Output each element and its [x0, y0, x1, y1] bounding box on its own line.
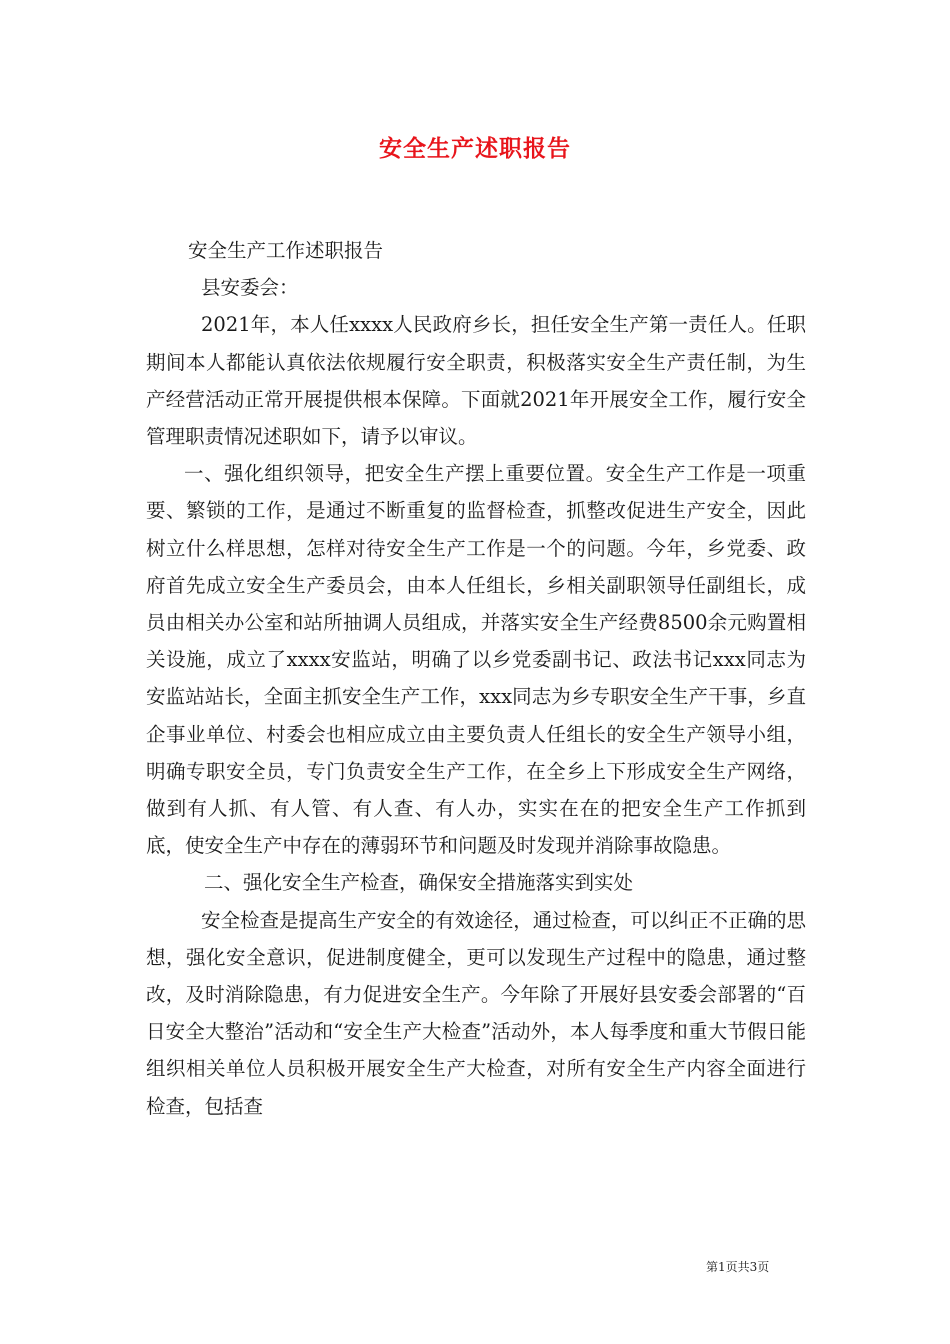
document-body	[146, 232, 806, 1125]
salutation: 县安委会：	[201, 276, 299, 300]
paragraph-section-two: 安全检查是提高生产安全的有效途径，通过检查，可以纠正不正确的思想，强化安全意识，促进制度健全，更可以发现生产过程中的隐患，通过整改，及时消除隐患，有力促进安全生产。今年除了开展好县安委会部署的“百日安全大整治”活动和“安全生产大检查”活动外，本人每季度和重大节假日能组织相关单位人员积极开展安全生产大检查，对所有安全生产内容全面进行检查，包括查	[146, 908, 806, 1118]
document-title: 安全生产述职报告	[379, 135, 571, 162]
section-two-heading: 二、强化安全生产检查，确保安全措施落实到实处	[204, 871, 634, 895]
report-subtitle: 安全生产工作述职报告	[188, 239, 384, 262]
paragraph-intro: 2021年，本人任xxxx人民政府乡长，担任安全生产第一责任人。任职期间本人都能认真依法依规履行安全职责，积极落实安全生产责任制，为生产经营活动正常开展提供根本保障。下面就2021年开展安全工作，履行安全管理职责情况述职如下，请予以审议。	[146, 313, 806, 449]
paragraph-section-one: 一、强化组织领导，把安全生产摆上重要位置。安全生产工作是一项重要、繁锁的工作，是通过不断重复的监督检查，抓整改促进生产安全，因此树立什么样思想，怎样对待安全生产工作是一个的问题。今年，乡党委、政府首先成立安全生产委员会，由本人任组长，乡相关副职领导任副组长，成员由相关办公室和站所抽调人员组成，并落实安全生产经费8500余元购置相关设施，成立了xxxx安监站，明确了以乡党委副书记、政法书记xxx同志为安监站站长，全面主抓安全生产工作，xxx同志为乡专职安全生产干事，乡直企事业单位、村委会也相应成立由主要负责人任组长的安全生产领导小组，明确专职安全员，专门负责安全生产工作，在全乡上下形成安全生产网络，做到有人抓、有人管、有人查、有人办，实实在在的把安全生产工作抓到底，使安全生产中存在的薄弱环节和问题及时发现并消除事故隐患。	[146, 462, 806, 858]
page-number: 第1页共3页	[706, 1260, 770, 1274]
